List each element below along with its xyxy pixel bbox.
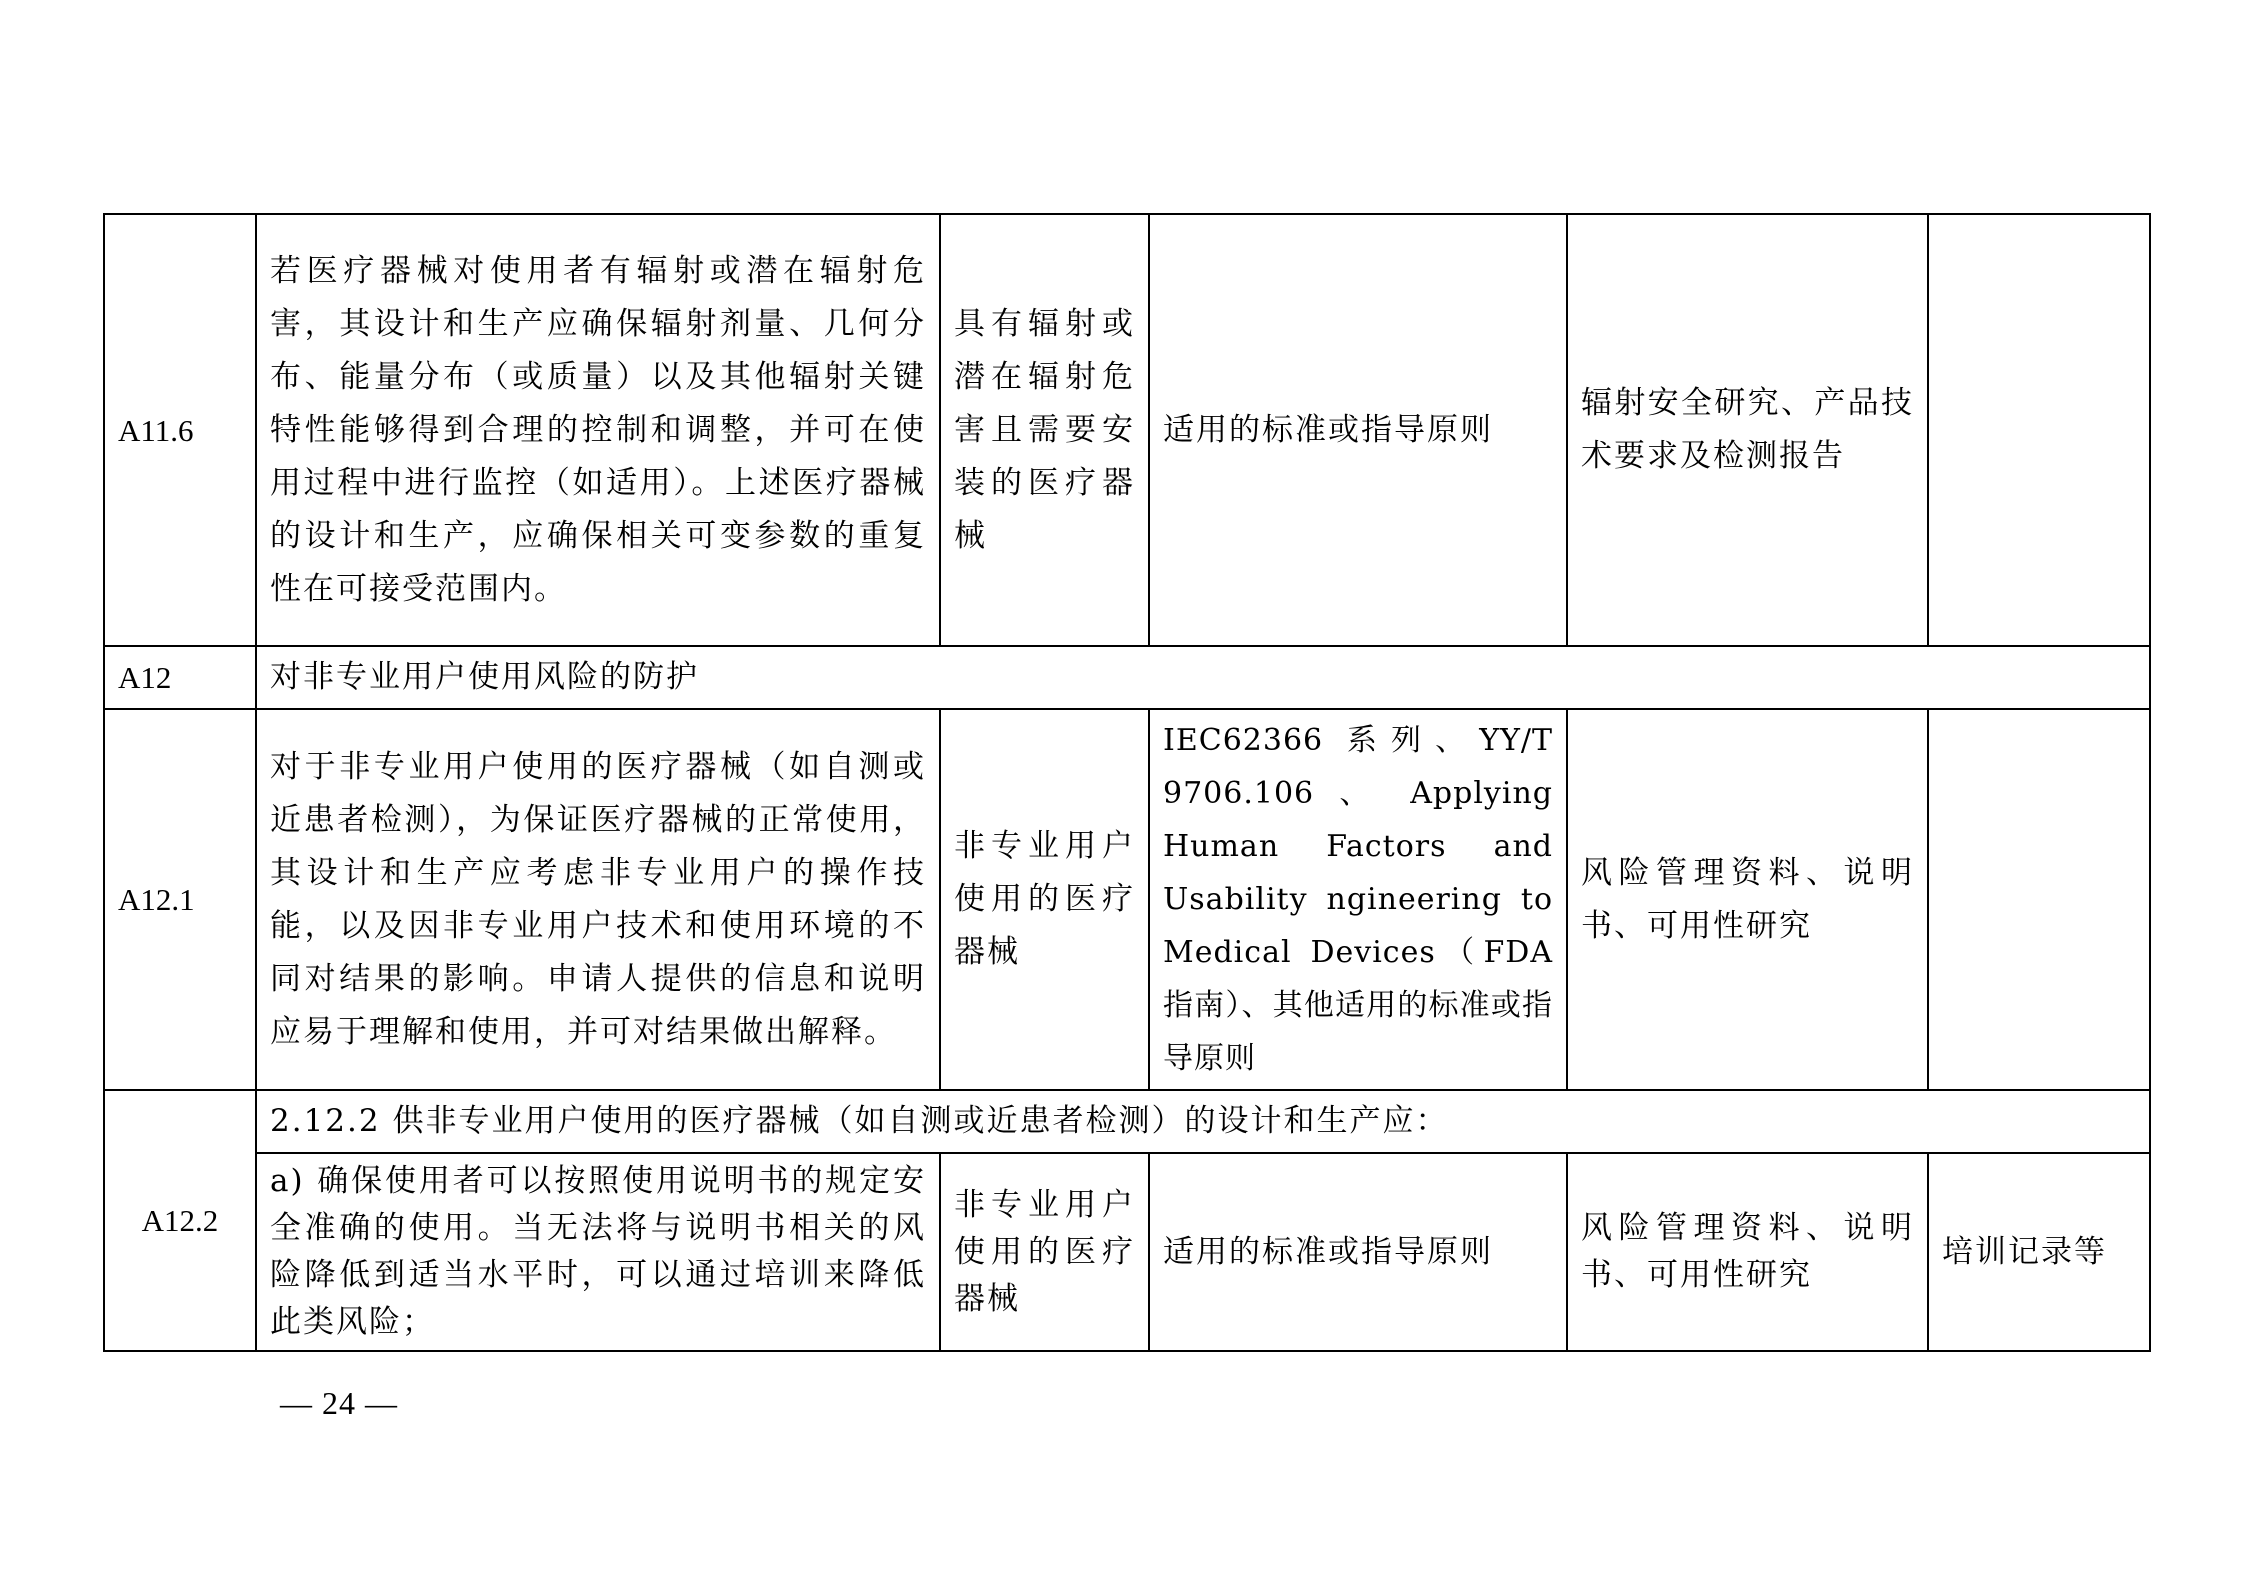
table-row-a12-2-header [104, 1090, 2150, 1153]
applicable-devices: 非专业用户使用的医疗器械 [940, 709, 1149, 1090]
standards-cell: IEC62366 系列、YY/T 9706.106 、 Applying Human Factors and Usability ngineering to Medical Devices（FDA 指南）、其他适用的标准或指导原则 [1149, 709, 1567, 1090]
page-number: — 24 — [280, 1385, 398, 1421]
evidence-cell: 辐射安全研究、产品技术要求及检测报告 [1567, 214, 1928, 646]
table-row-a12-2 [104, 1153, 2150, 1351]
requirement-text: a) 确保使用者可以按照使用说明书的规定安全准确的使用。当无法将与说明书相关的风险降低到适当水平时，可以通过培训来降低此类风险； [256, 1153, 940, 1351]
evidence-cell: 风险管理资料、说明书、可用性研究 [1567, 709, 1928, 1090]
section-title: 对非专业用户使用风险的防护 [256, 646, 2150, 709]
standards-cell: 适用的标准或指导原则 [1149, 214, 1567, 646]
table-row-a11-6 [104, 214, 2150, 646]
requirements-table [103, 213, 2151, 1352]
subsection-header: 2.12.2 供非专业用户使用的医疗器械（如自测或近患者检测）的设计和生产应： [256, 1090, 2150, 1153]
applicable-devices: 非专业用户使用的医疗器械 [940, 1153, 1149, 1351]
evidence-cell: 风险管理资料、说明书、可用性研究 [1567, 1153, 1928, 1351]
clause-code: A11.6 [104, 214, 256, 646]
clause-code: A12.1 [104, 709, 256, 1090]
table-row-a12-1 [104, 709, 2150, 1090]
standards-cell: 适用的标准或指导原则 [1149, 1153, 1567, 1351]
clause-code: A12.2 [104, 1090, 256, 1351]
remark-cell [1928, 709, 2150, 1090]
requirement-text: 若医疗器械对使用者有辐射或潜在辐射危害，其设计和生产应确保辐射剂量、几何分布、能量分布（或质量）以及其他辐射关键特性能够得到合理的控制和调整，并可在使用过程中进行监控（如适用）。上述医疗器械的设计和生产，应确保相关可变参数的重复性在可接受范围内。 [256, 214, 940, 646]
requirement-text: 对于非专业用户使用的医疗器械（如自测或近患者检测），为保证医疗器械的正常使用，其设计和生产应考虑非专业用户的操作技能，以及因非专业用户技术和使用环境的不同对结果的影响。申请人提供的信息和说明应易于理解和使用，并可对结果做出解释。 [256, 709, 940, 1090]
table-row-a12 [104, 646, 2150, 709]
clause-code: A12 [104, 646, 256, 709]
remark-cell: 培训记录等 [1928, 1153, 2150, 1351]
remark-cell [1928, 214, 2150, 646]
applicable-devices: 具有辐射或潜在辐射危害且需要安装的医疗器械 [940, 214, 1149, 646]
